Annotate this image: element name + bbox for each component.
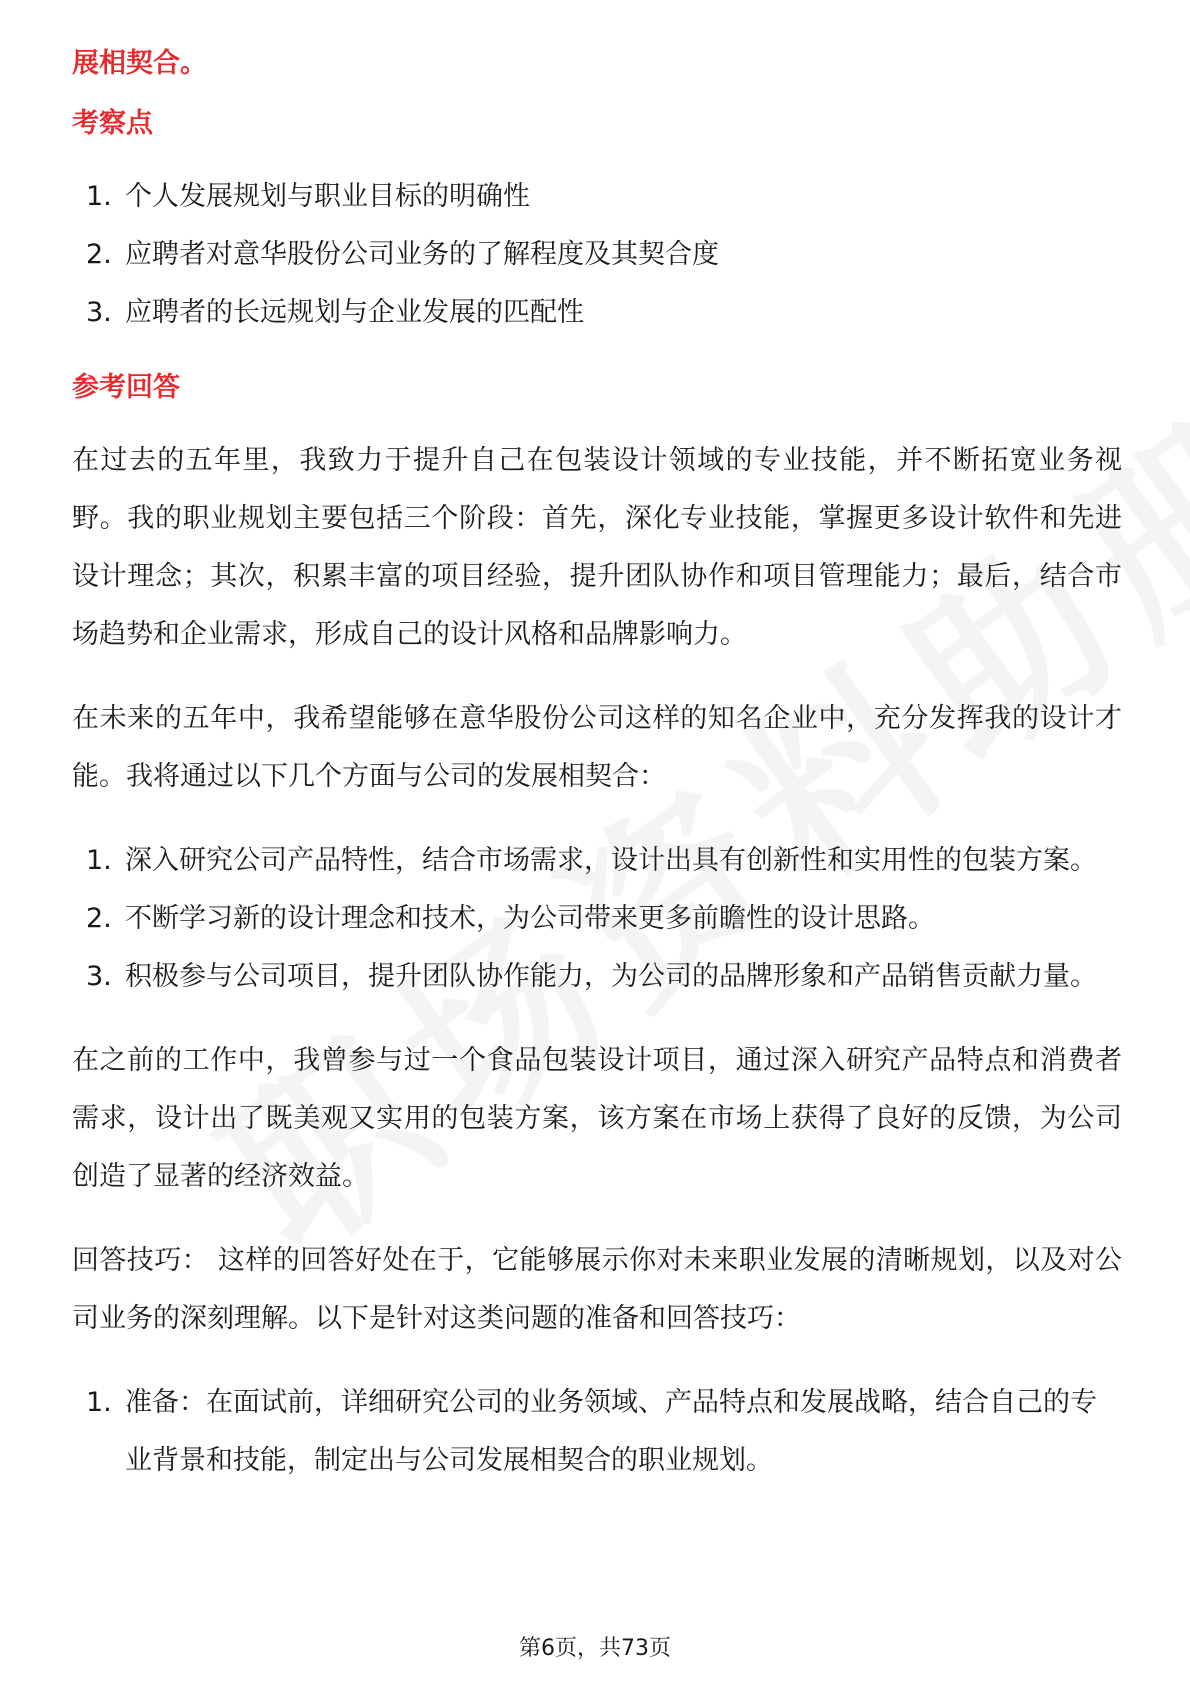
list-item [72, 168, 1122, 226]
list-text: 深入研究公司产品特性，结合市场需求，设计出具有创新性和实用性的包装方案。 [125, 845, 1097, 876]
list-number: 1. [86, 845, 112, 876]
answer-list [72, 832, 1122, 1006]
page-number-footer: 第6页，共73页 [519, 1636, 671, 1661]
heading-points: 考察点 [72, 108, 153, 139]
list-number: 1. [86, 1387, 112, 1418]
tips-list [72, 1374, 1122, 1490]
tips-intro-paragraph: 回答技巧： 这样的回答好处在于，它能够展示你对未来职业发展的清晰规划，以及对公司业务的深刻理解。以下是针对这类问题的准备和回答技巧： [72, 1245, 1122, 1334]
list-text: 应聘者对意华股份公司业务的了解程度及其契合度 [125, 239, 719, 270]
list-item [72, 1374, 1122, 1490]
list-text: 应聘者的长远规划与企业发展的匹配性 [125, 297, 584, 328]
list-number: 3. [86, 961, 112, 992]
list-item [72, 832, 1122, 890]
list-number: 2. [86, 239, 112, 270]
list-number: 1. [86, 181, 112, 212]
answer-paragraph-1: 在过去的五年里，我致力于提升自己在包装设计领域的专业技能，并不断拓宽业务视野。我的职业规划主要包括三个阶段：首先，深化专业技能，掌握更多设计软件和先进设计理念；其次，积累丰富的项目经验，提升团队协作和项目管理能力；最后，结合市场趋势和企业需求，形成自己的设计风格和品牌影响力。 [72, 445, 1122, 650]
list-text: 准备：在面试前，详细研究公司的业务领域、产品特点和发展战略，结合自己的专业背景和技能，制定出与公司发展相契合的职业规划。 [125, 1387, 1097, 1476]
answer-paragraph-3: 在之前的工作中，我曾参与过一个食品包装设计项目，通过深入研究产品特点和消费者需求，设计出了既美观又实用的包装方案，该方案在市场上获得了良好的反馈，为公司创造了显著的经济效益。 [72, 1045, 1122, 1192]
list-number: 2. [86, 903, 112, 934]
page-content [72, 44, 1122, 1516]
list-text: 积极参与公司项目，提升团队协作能力，为公司的品牌形象和产品销售贡献力量。 [125, 961, 1097, 992]
heading-answer: 参考回答 [72, 372, 180, 403]
answer-paragraph-2: 在未来的五年中，我希望能够在意华股份公司这样的知名企业中，充分发挥我的设计才能。我将通过以下几个方面与公司的发展相契合： [72, 703, 1122, 792]
list-item [72, 890, 1122, 948]
list-item [72, 948, 1122, 1006]
list-item [72, 226, 1122, 284]
list-text: 不断学习新的设计理念和技术，为公司带来更多前瞻性的设计思路。 [125, 903, 935, 934]
points-list [72, 168, 1122, 342]
list-text: 个人发展规划与职业目标的明确性 [125, 181, 530, 212]
list-item [72, 284, 1122, 342]
list-number: 3. [86, 297, 112, 328]
lead-fragment: 展相契合。 [72, 48, 207, 79]
